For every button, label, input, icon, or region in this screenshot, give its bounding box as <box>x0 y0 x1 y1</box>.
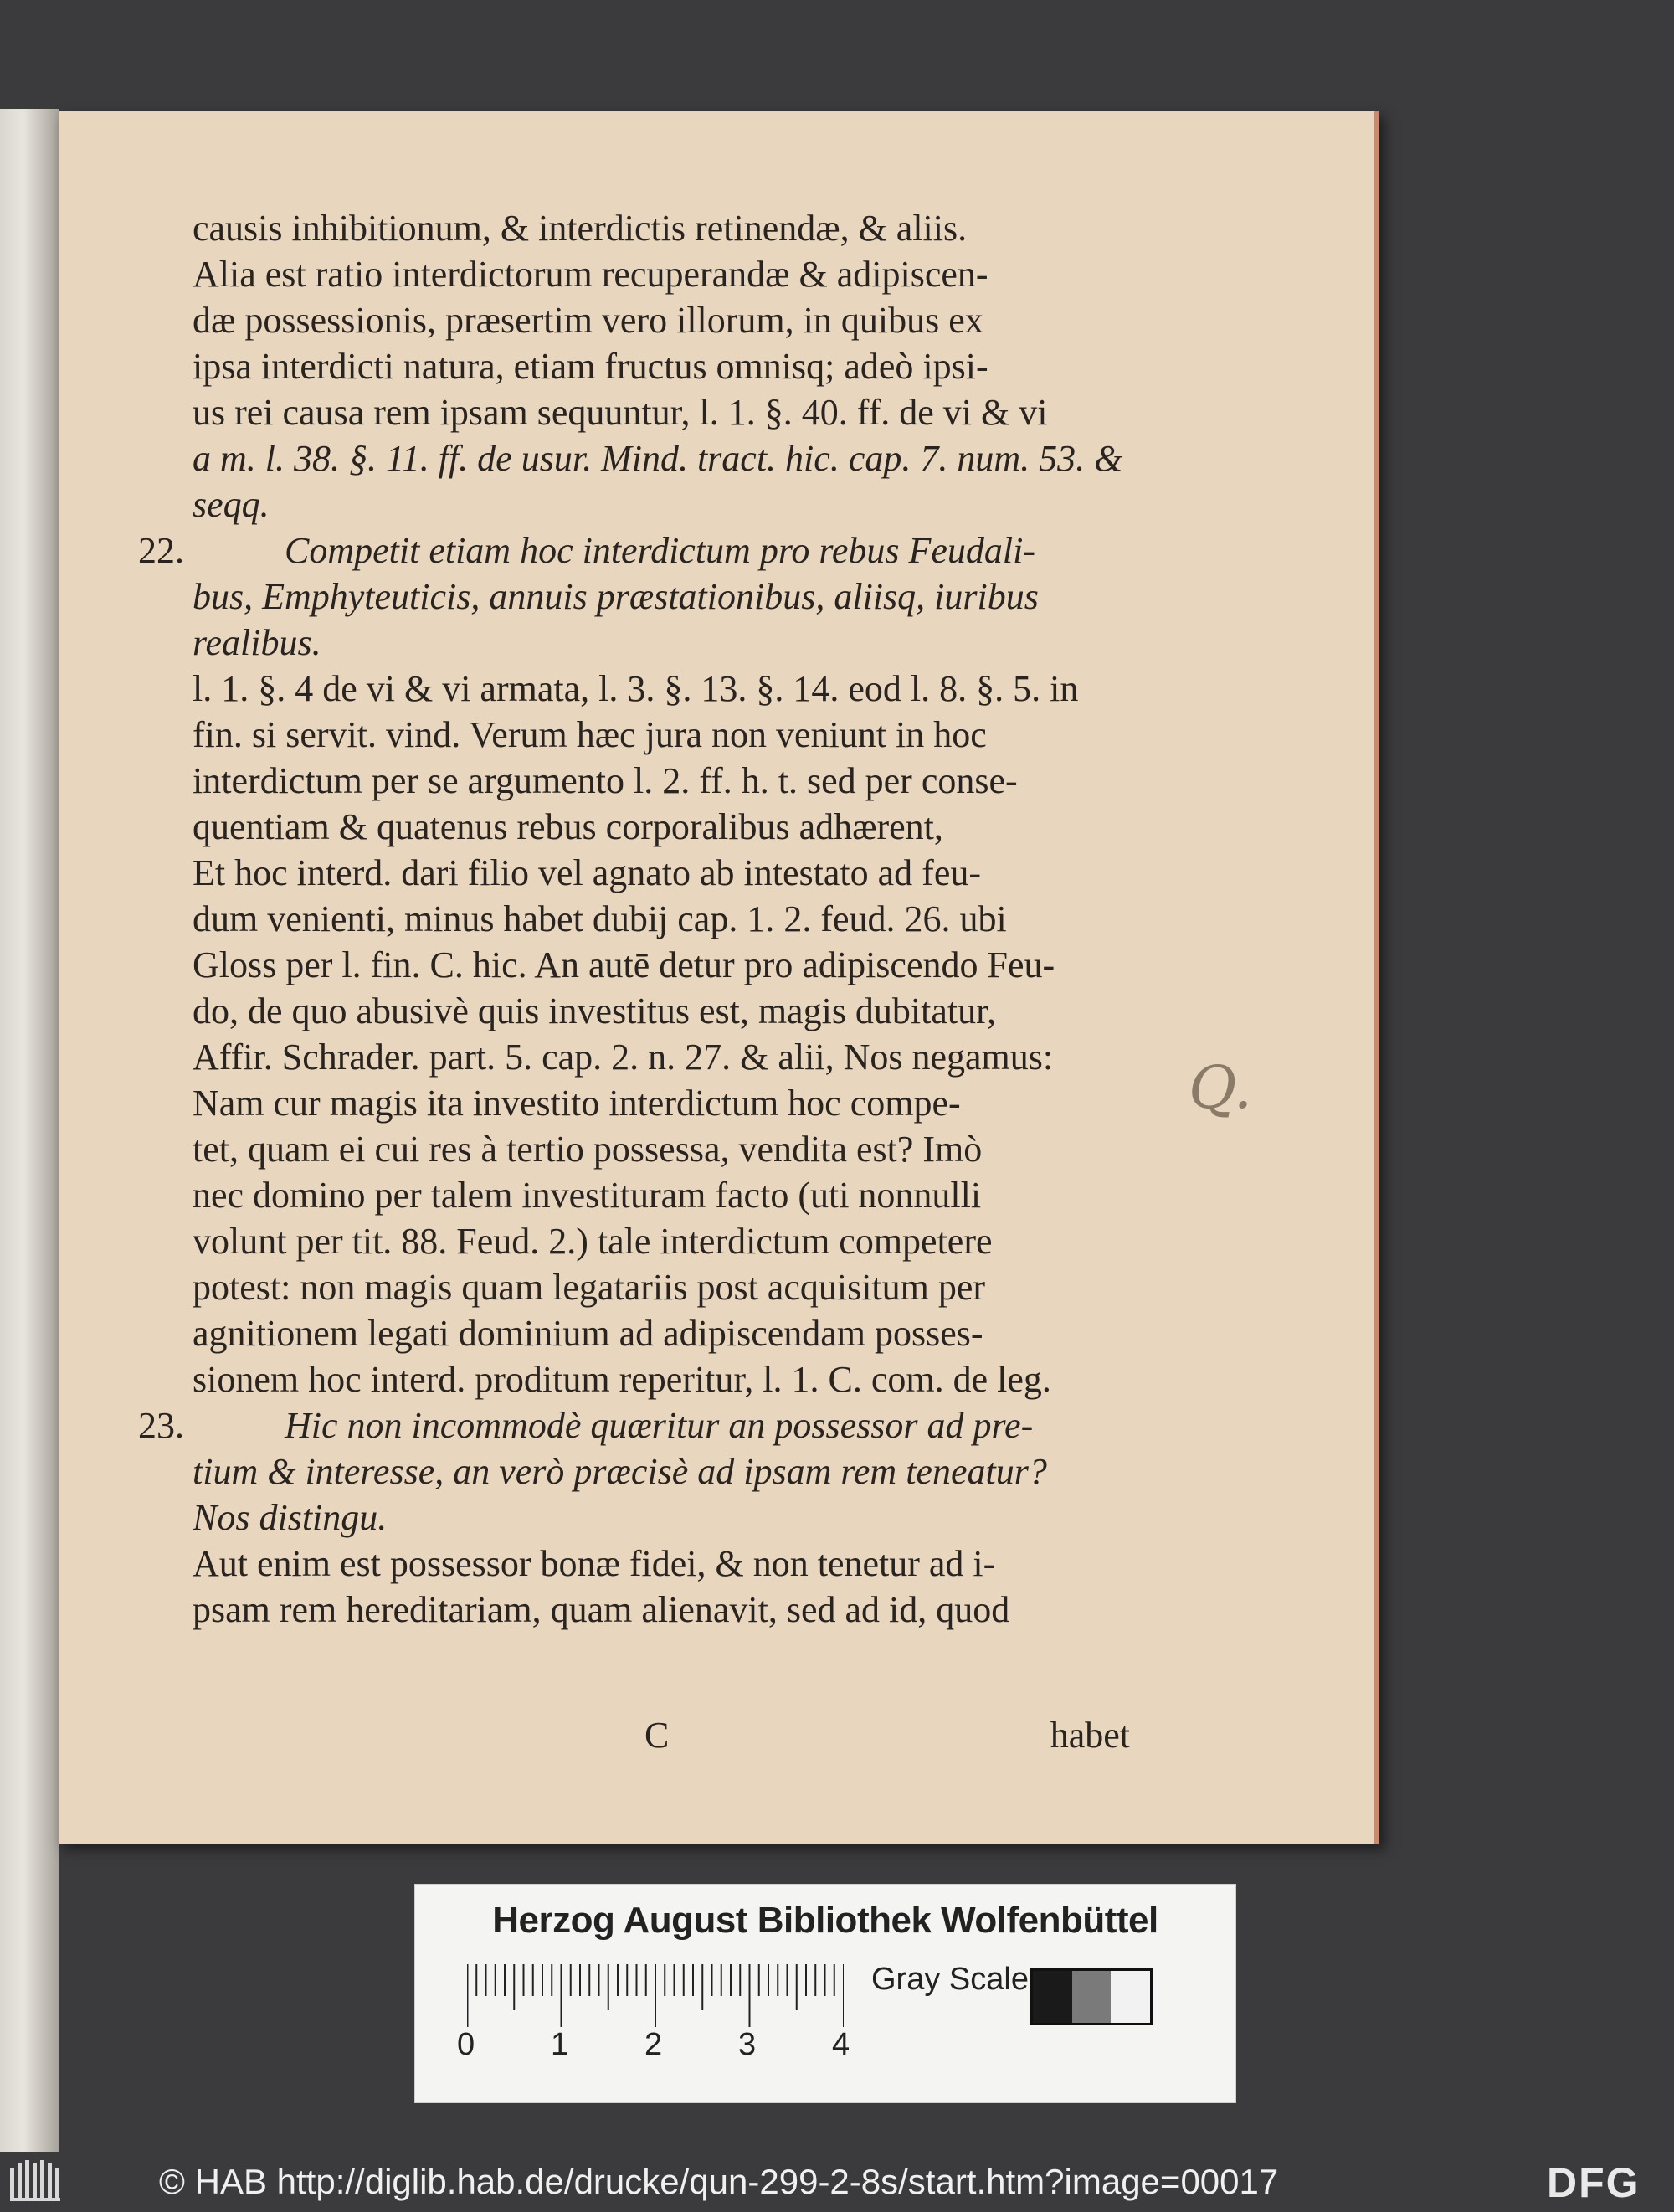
text-line: tium & interesse, an verò præcisè ad ipsam rem teneatur? <box>193 1451 1047 1492</box>
text-line: Hic non incommodè quæritur an possessor ad pre- <box>285 1405 1034 1446</box>
ruler-number: 0 <box>457 2027 475 2062</box>
page-footer-marks <box>193 1712 1130 1758</box>
text-line: dæ possessionis, præsertim vero illorum, in quibus ex <box>193 300 983 341</box>
text-line: do, de quo abusivè quis investitus est, magis dubitatur, <box>193 990 997 1031</box>
dfg-logo: DFG <box>1547 2159 1641 2206</box>
text-line: Nam cur magis ita investito interdictum hoc compe- <box>193 1083 961 1124</box>
page-text <box>138 205 1130 1756</box>
text-line: dum venienti, minus habet dubij cap. 1. 2. feud. 26. ubi <box>193 898 1007 939</box>
book-edge <box>0 109 59 2160</box>
ruler-number: 4 <box>832 2027 850 2062</box>
text-line: tet, quam ei cui res à tertio possessa, vendita est? Imò <box>193 1129 983 1170</box>
copyright-credit: © HAB http://diglib.hab.de/drucke/qun-299-2-8s/start.htm?image=00017 <box>159 2162 1279 2201</box>
text-line: Gloss per l. fin. C. hic. An autē detur pro adipiscendo Feu- <box>193 944 1055 985</box>
text-line: volunt per tit. 88. Feud. 2.) tale interdictum competere <box>193 1221 993 1262</box>
ruler-number: 3 <box>738 2027 757 2062</box>
book-page <box>59 111 1379 1844</box>
text-line: Aut enim est possessor bonæ fidei, & non tenetur ad i- <box>193 1543 996 1584</box>
paragraph-22 <box>138 527 1130 666</box>
text-line: agnitionem legati dominium ad adipiscendam posses- <box>193 1313 983 1354</box>
text-line: ipsa interdicti natura, etiam fructus omnisq; adeò ipsi- <box>193 346 988 387</box>
text-line: realibus. <box>193 622 321 663</box>
gray-swatch <box>1072 1971 1112 2023</box>
gray-swatch <box>1111 1971 1150 2023</box>
text-line: us rei causa rem ipsam sequuntur, l. 1. §. 40. ff. de vi & vi <box>193 392 1048 433</box>
text-line: interdictum per se argumento l. 2. ff. h. t. sed per conse- <box>193 760 1018 801</box>
text-line: Affir. Schrader. part. 5. cap. 2. n. 27. & alii, Nos negamus: <box>193 1037 1054 1078</box>
gray-swatch <box>1033 1971 1072 2023</box>
text-line: a m. l. 38. §. 11. ff. de usur. Mind. tract. hic. cap. 7. num. 53. & <box>193 438 1123 479</box>
label-title: Herzog August Bibliothek Wolfenbüttel <box>492 1900 1158 1941</box>
text-line: Competit etiam hoc interdictum pro rebus Feudali- <box>285 530 1035 571</box>
text-line: l. 1. §. 4 de vi & vi armata, l. 3. §. 13. §. 14. eod l. 8. §. 5. in <box>193 668 1079 709</box>
catchword: habet <box>1050 1715 1130 1756</box>
ruler-labels <box>457 2027 876 2069</box>
text-line: quentiam & quatenus rebus corporalibus adhærent, <box>193 806 943 847</box>
text-line: Nos distingu. <box>193 1497 388 1538</box>
hab-logo-icon <box>10 2160 69 2202</box>
paragraph-number: 23. <box>138 1405 184 1446</box>
library-label <box>414 1884 1236 2103</box>
text-line: seqq. <box>193 484 270 525</box>
gray-scale-swatches <box>1030 1968 1153 2025</box>
margin-note: Q. <box>1189 1053 1253 1122</box>
paragraph-23 <box>138 1402 1130 1541</box>
text-line: sionem hoc interd. proditum reperitur, l. 1. C. com. de leg. <box>193 1359 1051 1400</box>
ruler <box>467 1964 844 2031</box>
text-line: potest: non magis quam legatariis post acquisitum per <box>193 1267 986 1308</box>
text-line: causis inhibitionum, & interdictis retinendæ, & aliis. <box>193 208 968 249</box>
text-line: nec domino per talem investituram facto (uti nonnulli <box>193 1175 982 1216</box>
text-line: Alia est ratio interdictorum recuperandæ & adipiscen- <box>193 254 988 295</box>
signature-mark: C <box>644 1715 670 1756</box>
ruler-number: 2 <box>644 2027 663 2062</box>
gray-scale-label: Gray Scale <box>871 1962 1029 1997</box>
ruler-number: 1 <box>551 2027 569 2062</box>
text-line: Et hoc interd. dari filio vel agnato ab intestato ad feu- <box>193 852 982 893</box>
text-line: fin. si servit. vind. Verum hæc jura non veniunt in hoc <box>193 714 987 755</box>
paragraph-number: 22. <box>138 530 184 571</box>
text-line: psam rem hereditariam, quam alienavit, sed ad id, quod <box>193 1589 1010 1630</box>
text-line: bus, Emphyteuticis, annuis præstationibus, aliisq, iuribus <box>193 576 1039 617</box>
